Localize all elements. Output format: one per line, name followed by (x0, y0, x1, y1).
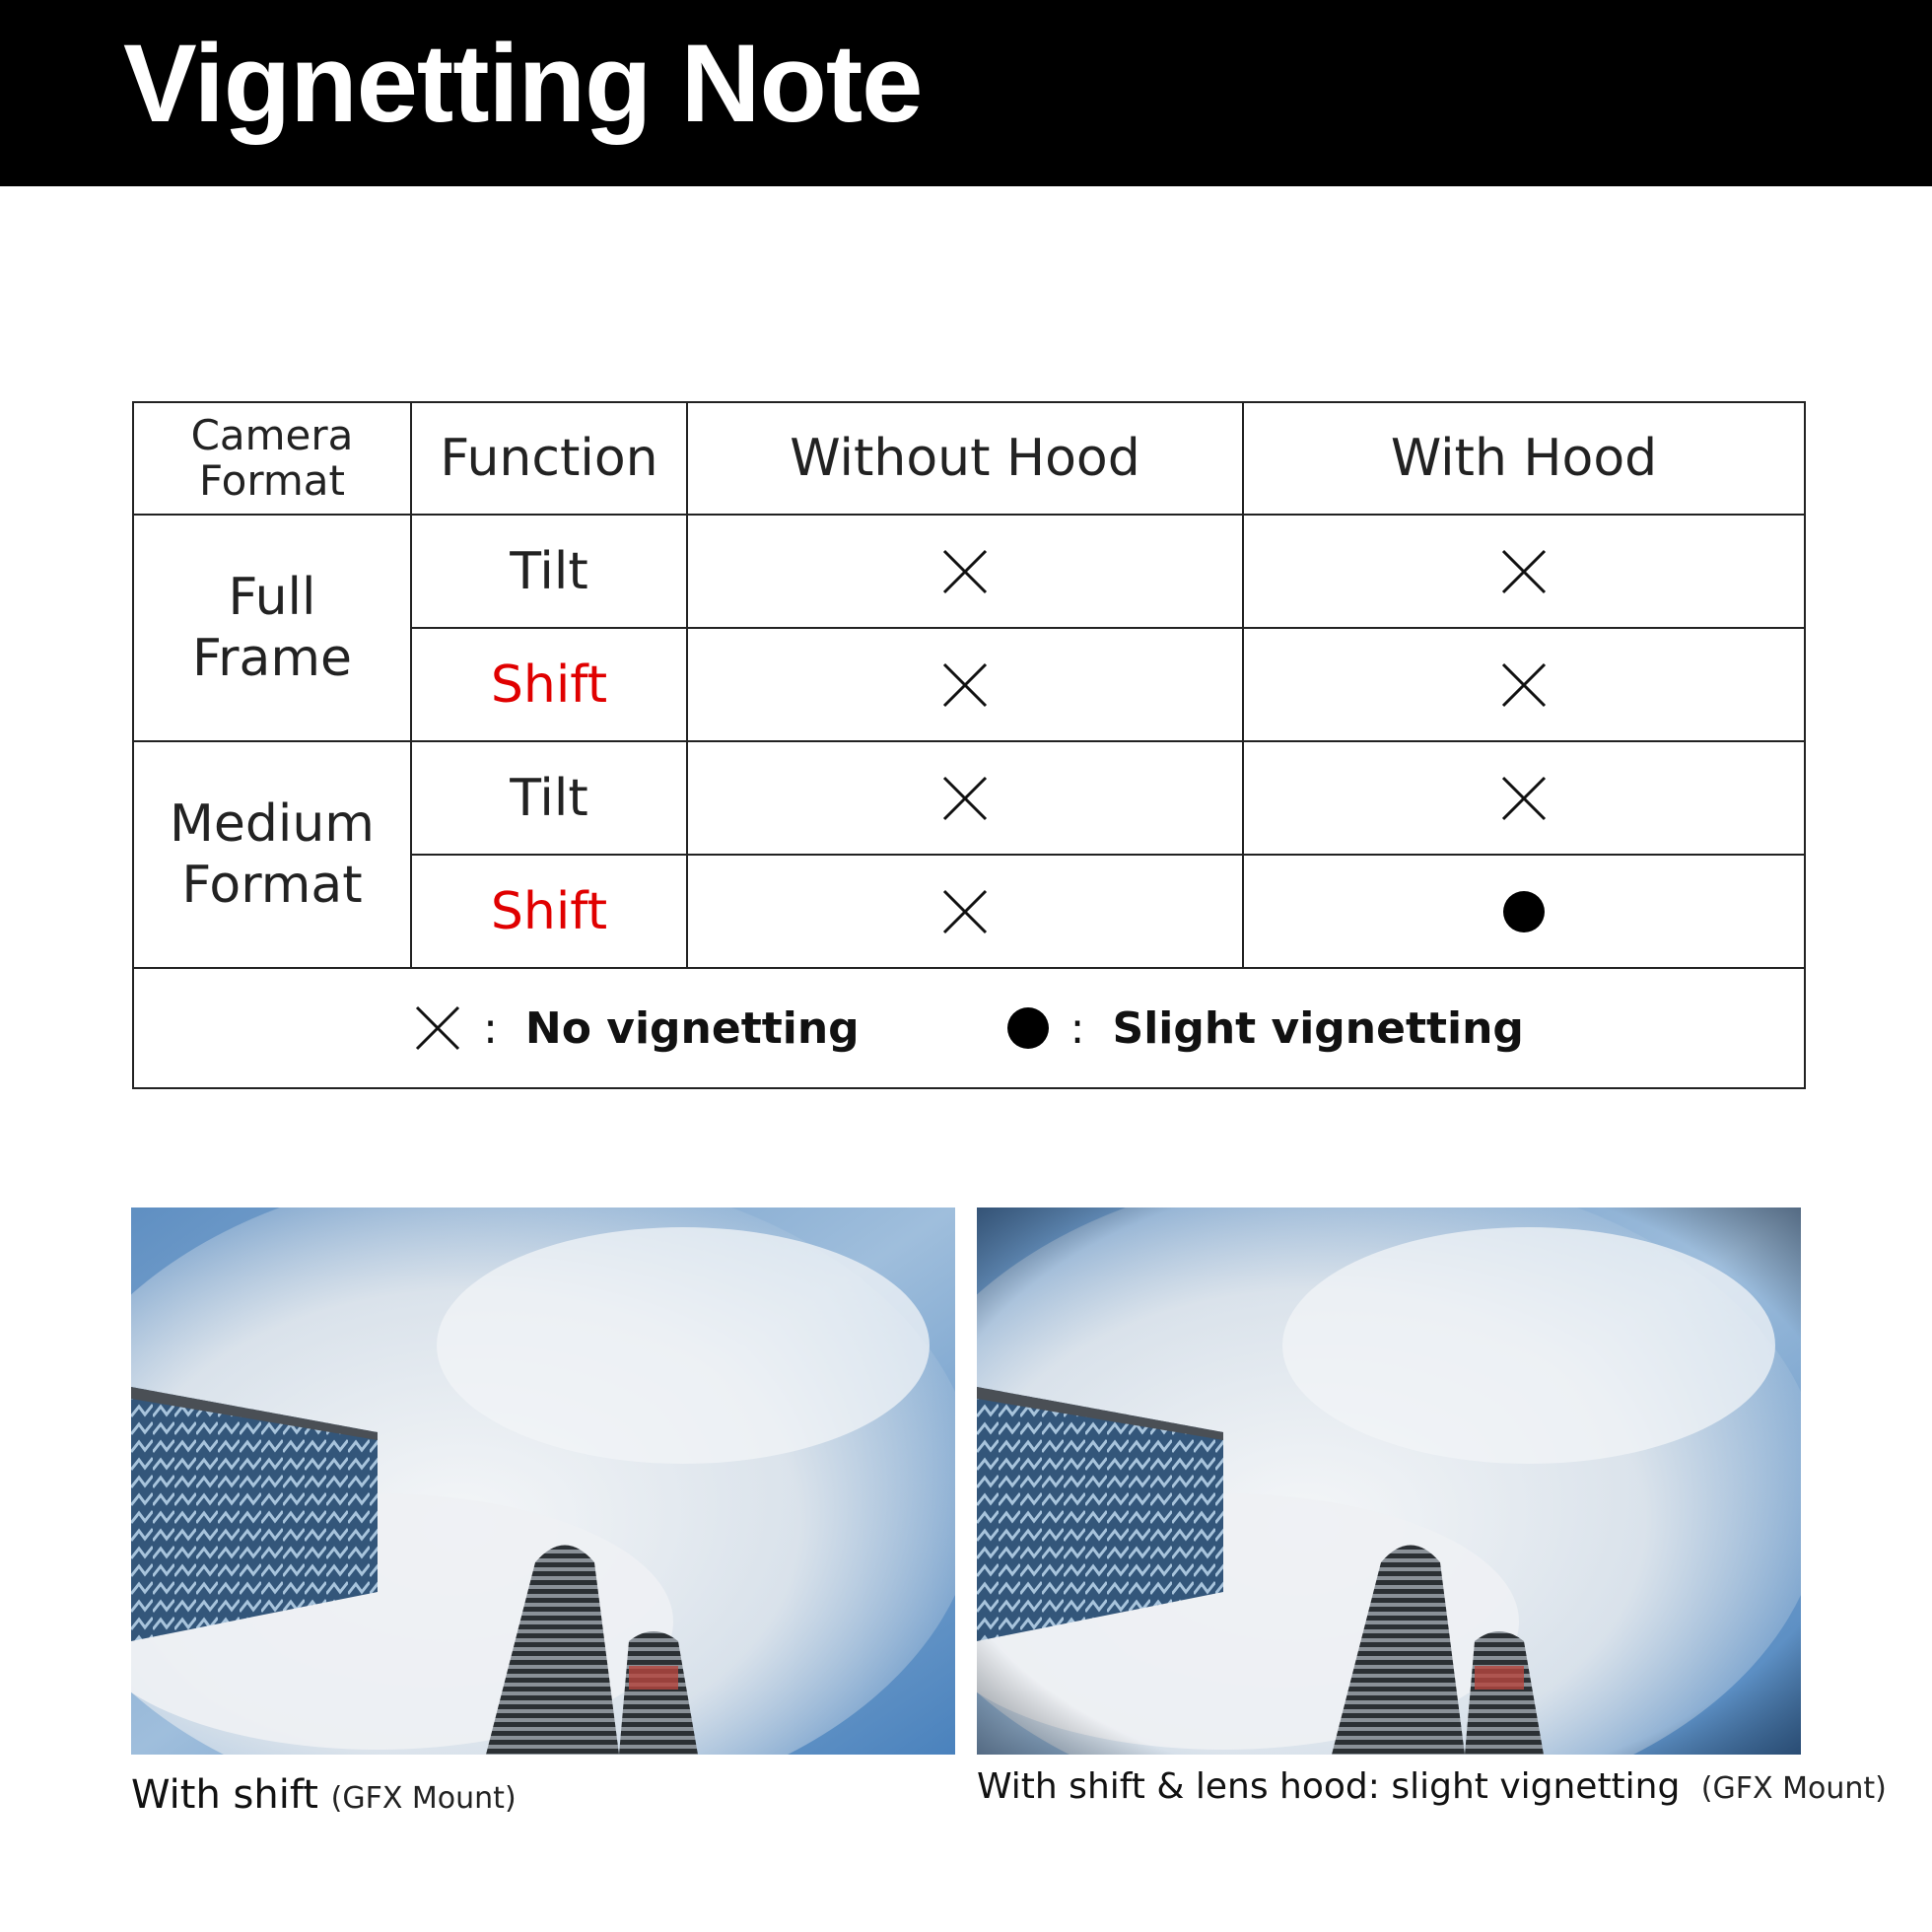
format-cell-medium-format (133, 741, 411, 968)
format-label-line1: Medium (170, 794, 375, 854)
x-mark-icon (414, 1004, 461, 1052)
with-hood-cell (1243, 855, 1805, 968)
format-label-line2: Format (181, 856, 363, 915)
legend-cell (133, 968, 1805, 1088)
photo-caption (977, 1766, 1887, 1807)
page-title: Vignetting Note (123, 22, 923, 145)
vignetting-table (132, 401, 1806, 1089)
legend-slight-vignetting-label: Slight vignetting (1112, 1002, 1524, 1054)
photo-caption (131, 1772, 517, 1818)
function-cell: Shift (411, 628, 687, 741)
photo-with-shift (131, 1208, 955, 1755)
header-function: Function (411, 402, 687, 515)
table-row (133, 741, 1805, 855)
without-hood-cell (687, 628, 1243, 741)
x-mark-icon (941, 888, 989, 935)
format-cell-full-frame (133, 515, 411, 741)
sky-buildings-image (131, 1208, 955, 1755)
header-with-hood: With Hood (1243, 402, 1805, 515)
filled-dot-icon (1007, 1007, 1049, 1049)
caption-mount: (GFX Mount) (1700, 1771, 1887, 1806)
legend (134, 1003, 1804, 1054)
x-mark-icon (1500, 661, 1548, 709)
without-hood-cell (687, 741, 1243, 855)
x-mark-icon (1500, 548, 1548, 595)
sky-buildings-image (977, 1208, 1801, 1755)
photo-with-shift-and-hood (977, 1208, 1801, 1755)
x-mark-icon (941, 775, 989, 822)
legend-no-vignetting-label: No vignetting (524, 1002, 860, 1054)
x-mark-icon (1500, 775, 1548, 822)
table-header-row (133, 402, 1805, 515)
legend-separator: : (1070, 1002, 1085, 1054)
function-cell: Shift (411, 855, 687, 968)
with-hood-cell (1243, 515, 1805, 628)
caption-text: With shift (131, 1772, 318, 1818)
title-banner (0, 0, 1932, 186)
with-hood-cell (1243, 741, 1805, 855)
header-camera-format (133, 402, 411, 515)
caption-mount: (GFX Mount) (330, 1781, 517, 1816)
function-cell: Tilt (411, 515, 687, 628)
format-label-line1: Full (228, 568, 316, 627)
header-camera-format-line1: Camera (190, 411, 354, 459)
without-hood-cell (687, 515, 1243, 628)
table-row (133, 515, 1805, 628)
header-camera-format-line2: Format (198, 456, 345, 505)
legend-row (133, 968, 1805, 1088)
with-hood-cell (1243, 628, 1805, 741)
format-label-line2: Frame (191, 629, 353, 688)
function-cell: Tilt (411, 741, 687, 855)
caption-text: With shift & lens hood: slight vignetting (977, 1766, 1681, 1807)
legend-separator: : (483, 1002, 498, 1054)
filled-dot-icon (1503, 891, 1545, 932)
x-mark-icon (941, 548, 989, 595)
x-mark-icon (941, 661, 989, 709)
without-hood-cell (687, 855, 1243, 968)
header-without-hood: Without Hood (687, 402, 1243, 515)
